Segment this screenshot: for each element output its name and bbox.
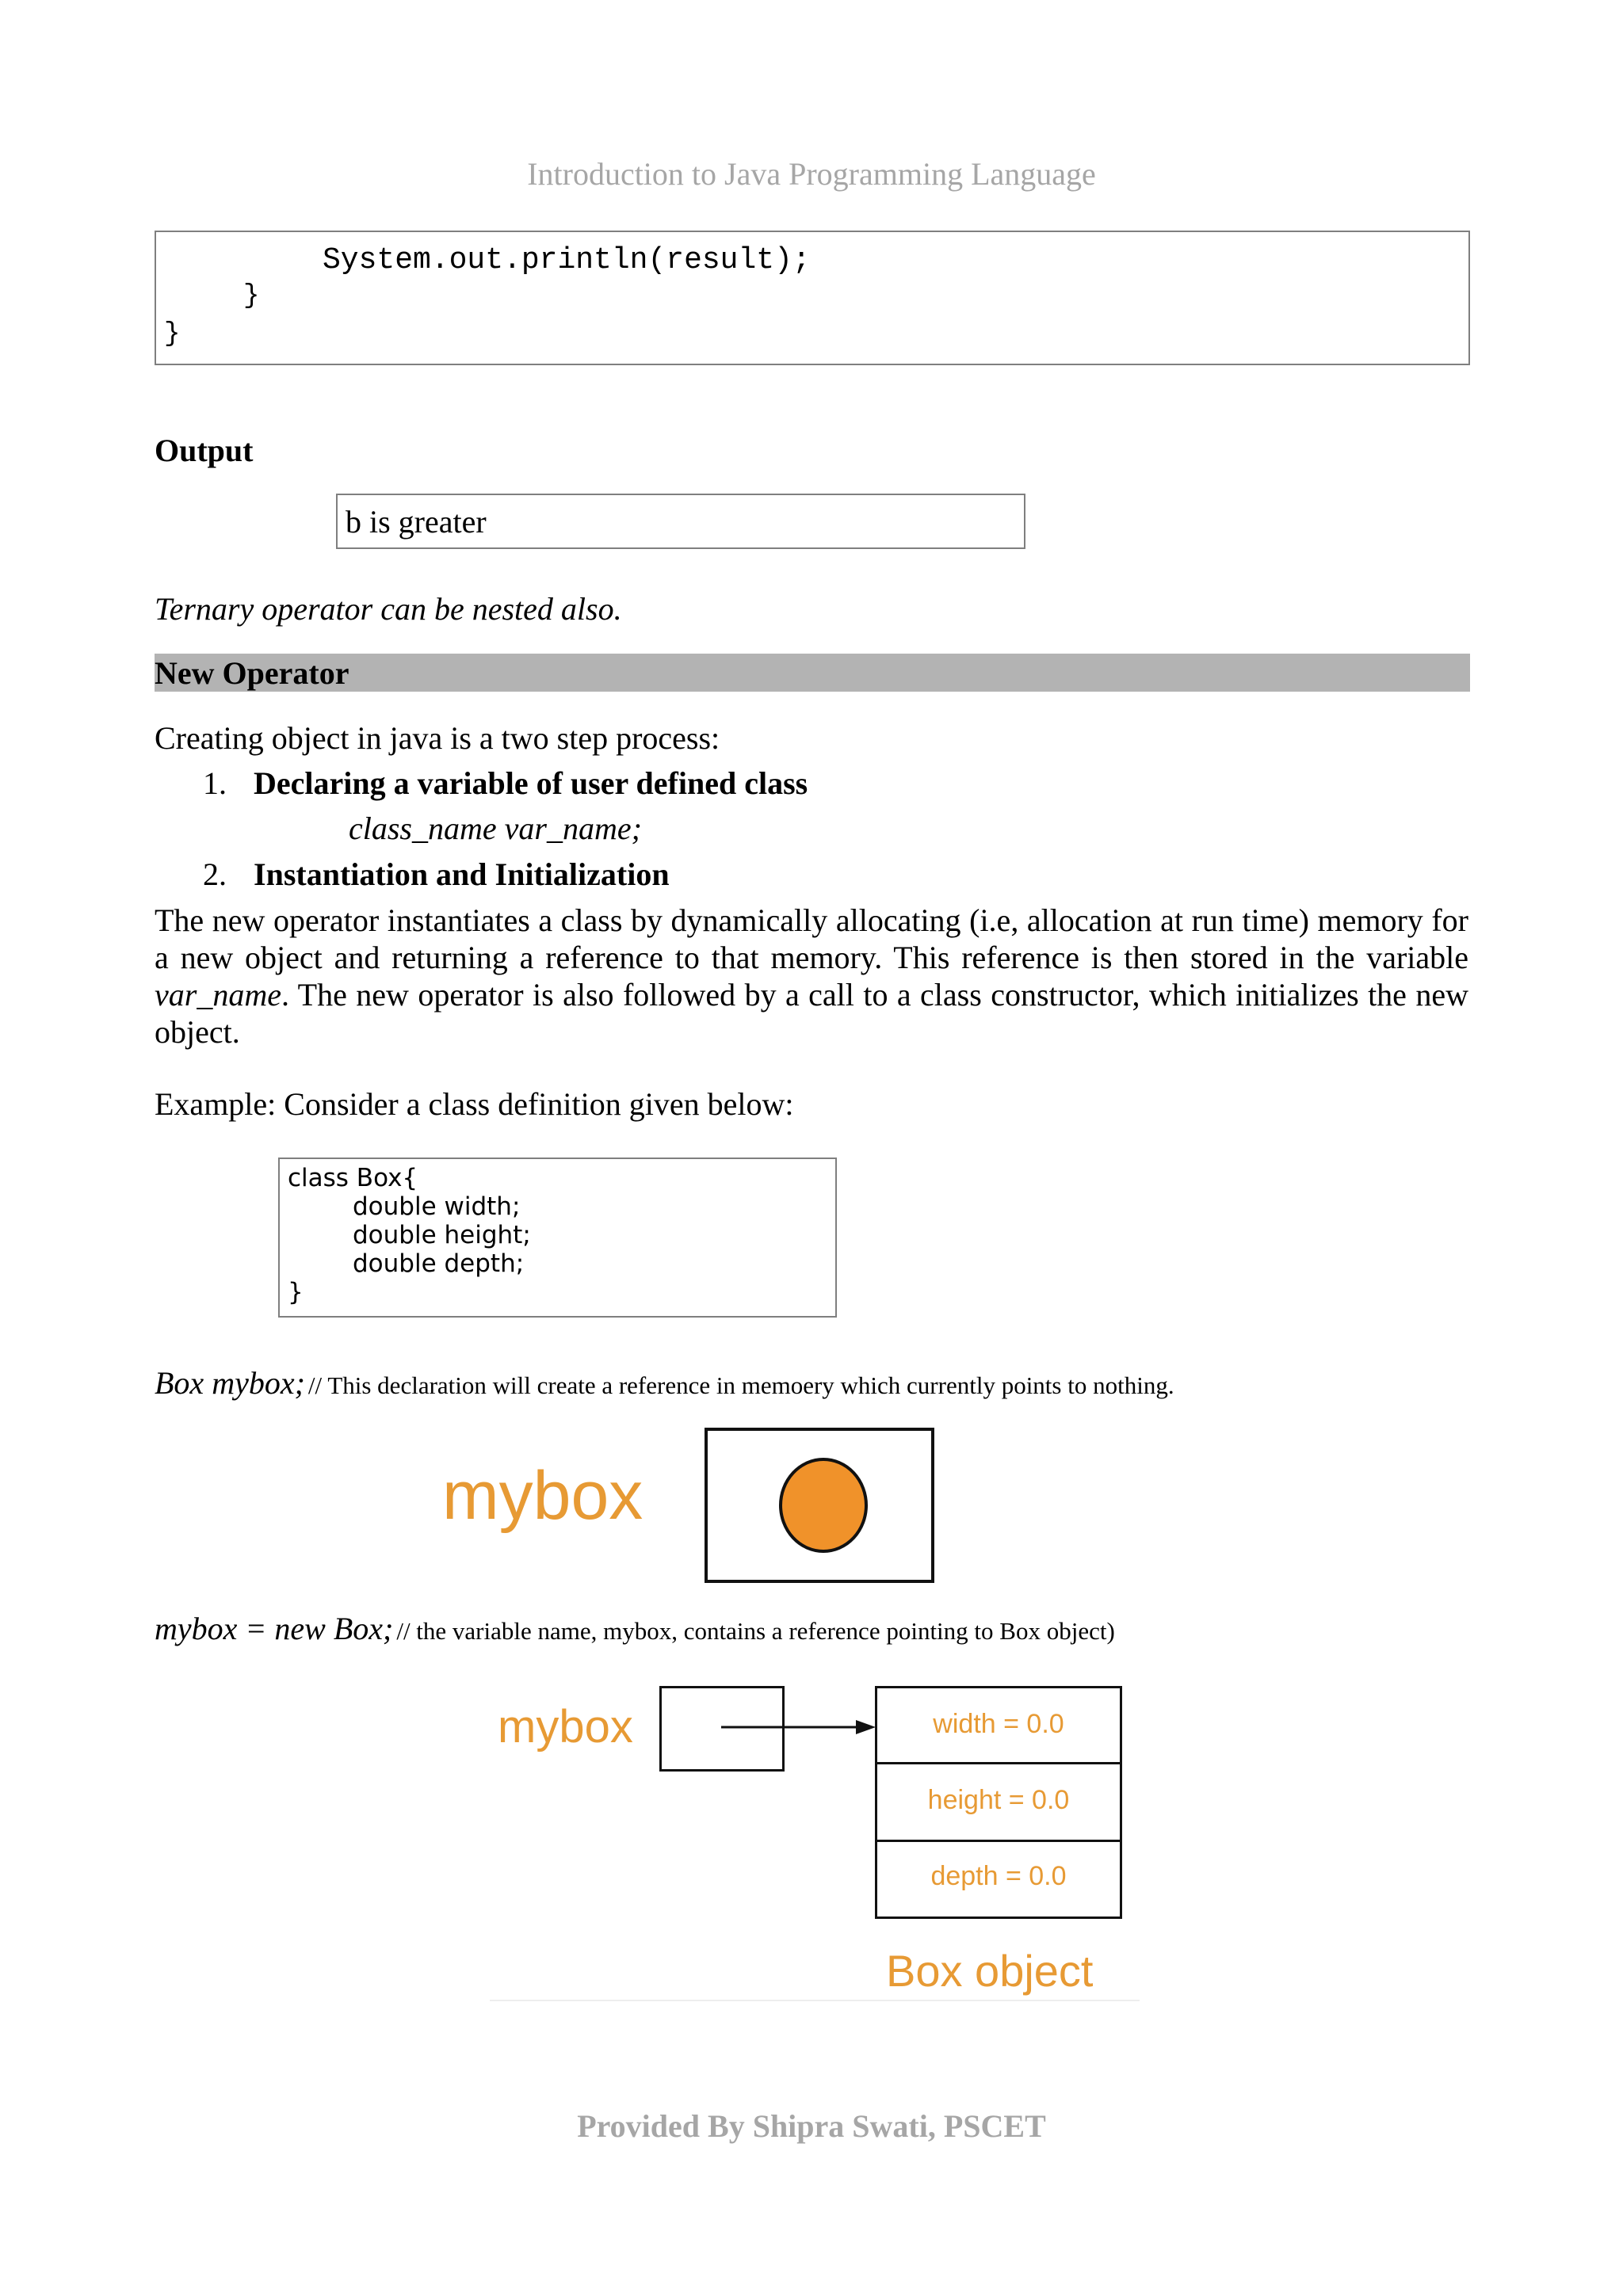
code-line: System.out.println(result); [323,243,811,277]
code-line: class Box{ [288,1164,418,1192]
section-intro: Creating object in java is a two step process: [155,720,720,756]
diagram-1-label: mybox [442,1458,643,1534]
field-height: height = 0.0 [927,1785,1070,1815]
field-width: width = 0.0 [933,1709,1064,1739]
code-line: double width; [353,1192,521,1221]
box-object-caption: Box object [886,1946,1094,1996]
null-reference-icon [708,1431,931,1580]
declaration-line [155,1364,1174,1402]
step-number: 2. [203,856,227,892]
new-operator-paragraph: The new operator instantiates a class by dynamically allocating (i.e, allocation at run time) memory for a new object and returning a reference to that memory. This reference is then stored in the variable var_name. The new operator is also followed by a call to a class constructor, which initializes the new object. [155,902,1468,1050]
step-number: 1. [203,765,227,801]
field-cell [877,1842,1120,1917]
class-definition-code [278,1158,837,1318]
section-title: New Operator [155,655,349,691]
code-line: double height; [353,1221,531,1249]
instantiation-code: mybox = new Box; [155,1611,394,1646]
diagram-divider [490,2000,1140,2001]
example-intro: Example: Consider a class definition given below: [155,1086,794,1122]
output-box: b is greater [336,494,1025,549]
field-depth: depth = 0.0 [930,1861,1067,1891]
code-line: } [164,319,181,349]
section-banner [155,654,1470,692]
declaration-comment: // This declaration will create a reference in memoery which currently points to nothing. [307,1371,1174,1399]
instantiation-line [155,1610,1115,1647]
code-line: } [243,281,260,311]
code-line: double depth; [353,1249,525,1278]
step-label: Declaring a variable of user defined class [254,765,808,801]
output-heading: Output [155,433,254,468]
page-header: Introduction to Java Programming Language [527,156,1096,192]
code-block-continuation [155,231,1470,365]
page-footer: Provided By Shipra Swati, PSCET [577,2108,1046,2144]
code-line: } [288,1278,304,1306]
ternary-note: Ternary operator can be nested also. [155,591,622,627]
declaration-code: Box mybox; [155,1365,305,1401]
diagram-2-label: mybox [498,1701,633,1753]
step-label: Instantiation and Initialization [254,856,670,892]
instantiation-comment: // the variable name, mybox, contains a reference pointing to Box object) [396,1617,1115,1645]
reference-box-null [705,1428,934,1583]
field-cell [877,1688,1120,1764]
step-syntax: class_name var_name; [349,810,642,846]
reference-arrow-icon [713,1711,888,1743]
field-cell [877,1764,1120,1842]
box-object [875,1686,1122,1919]
